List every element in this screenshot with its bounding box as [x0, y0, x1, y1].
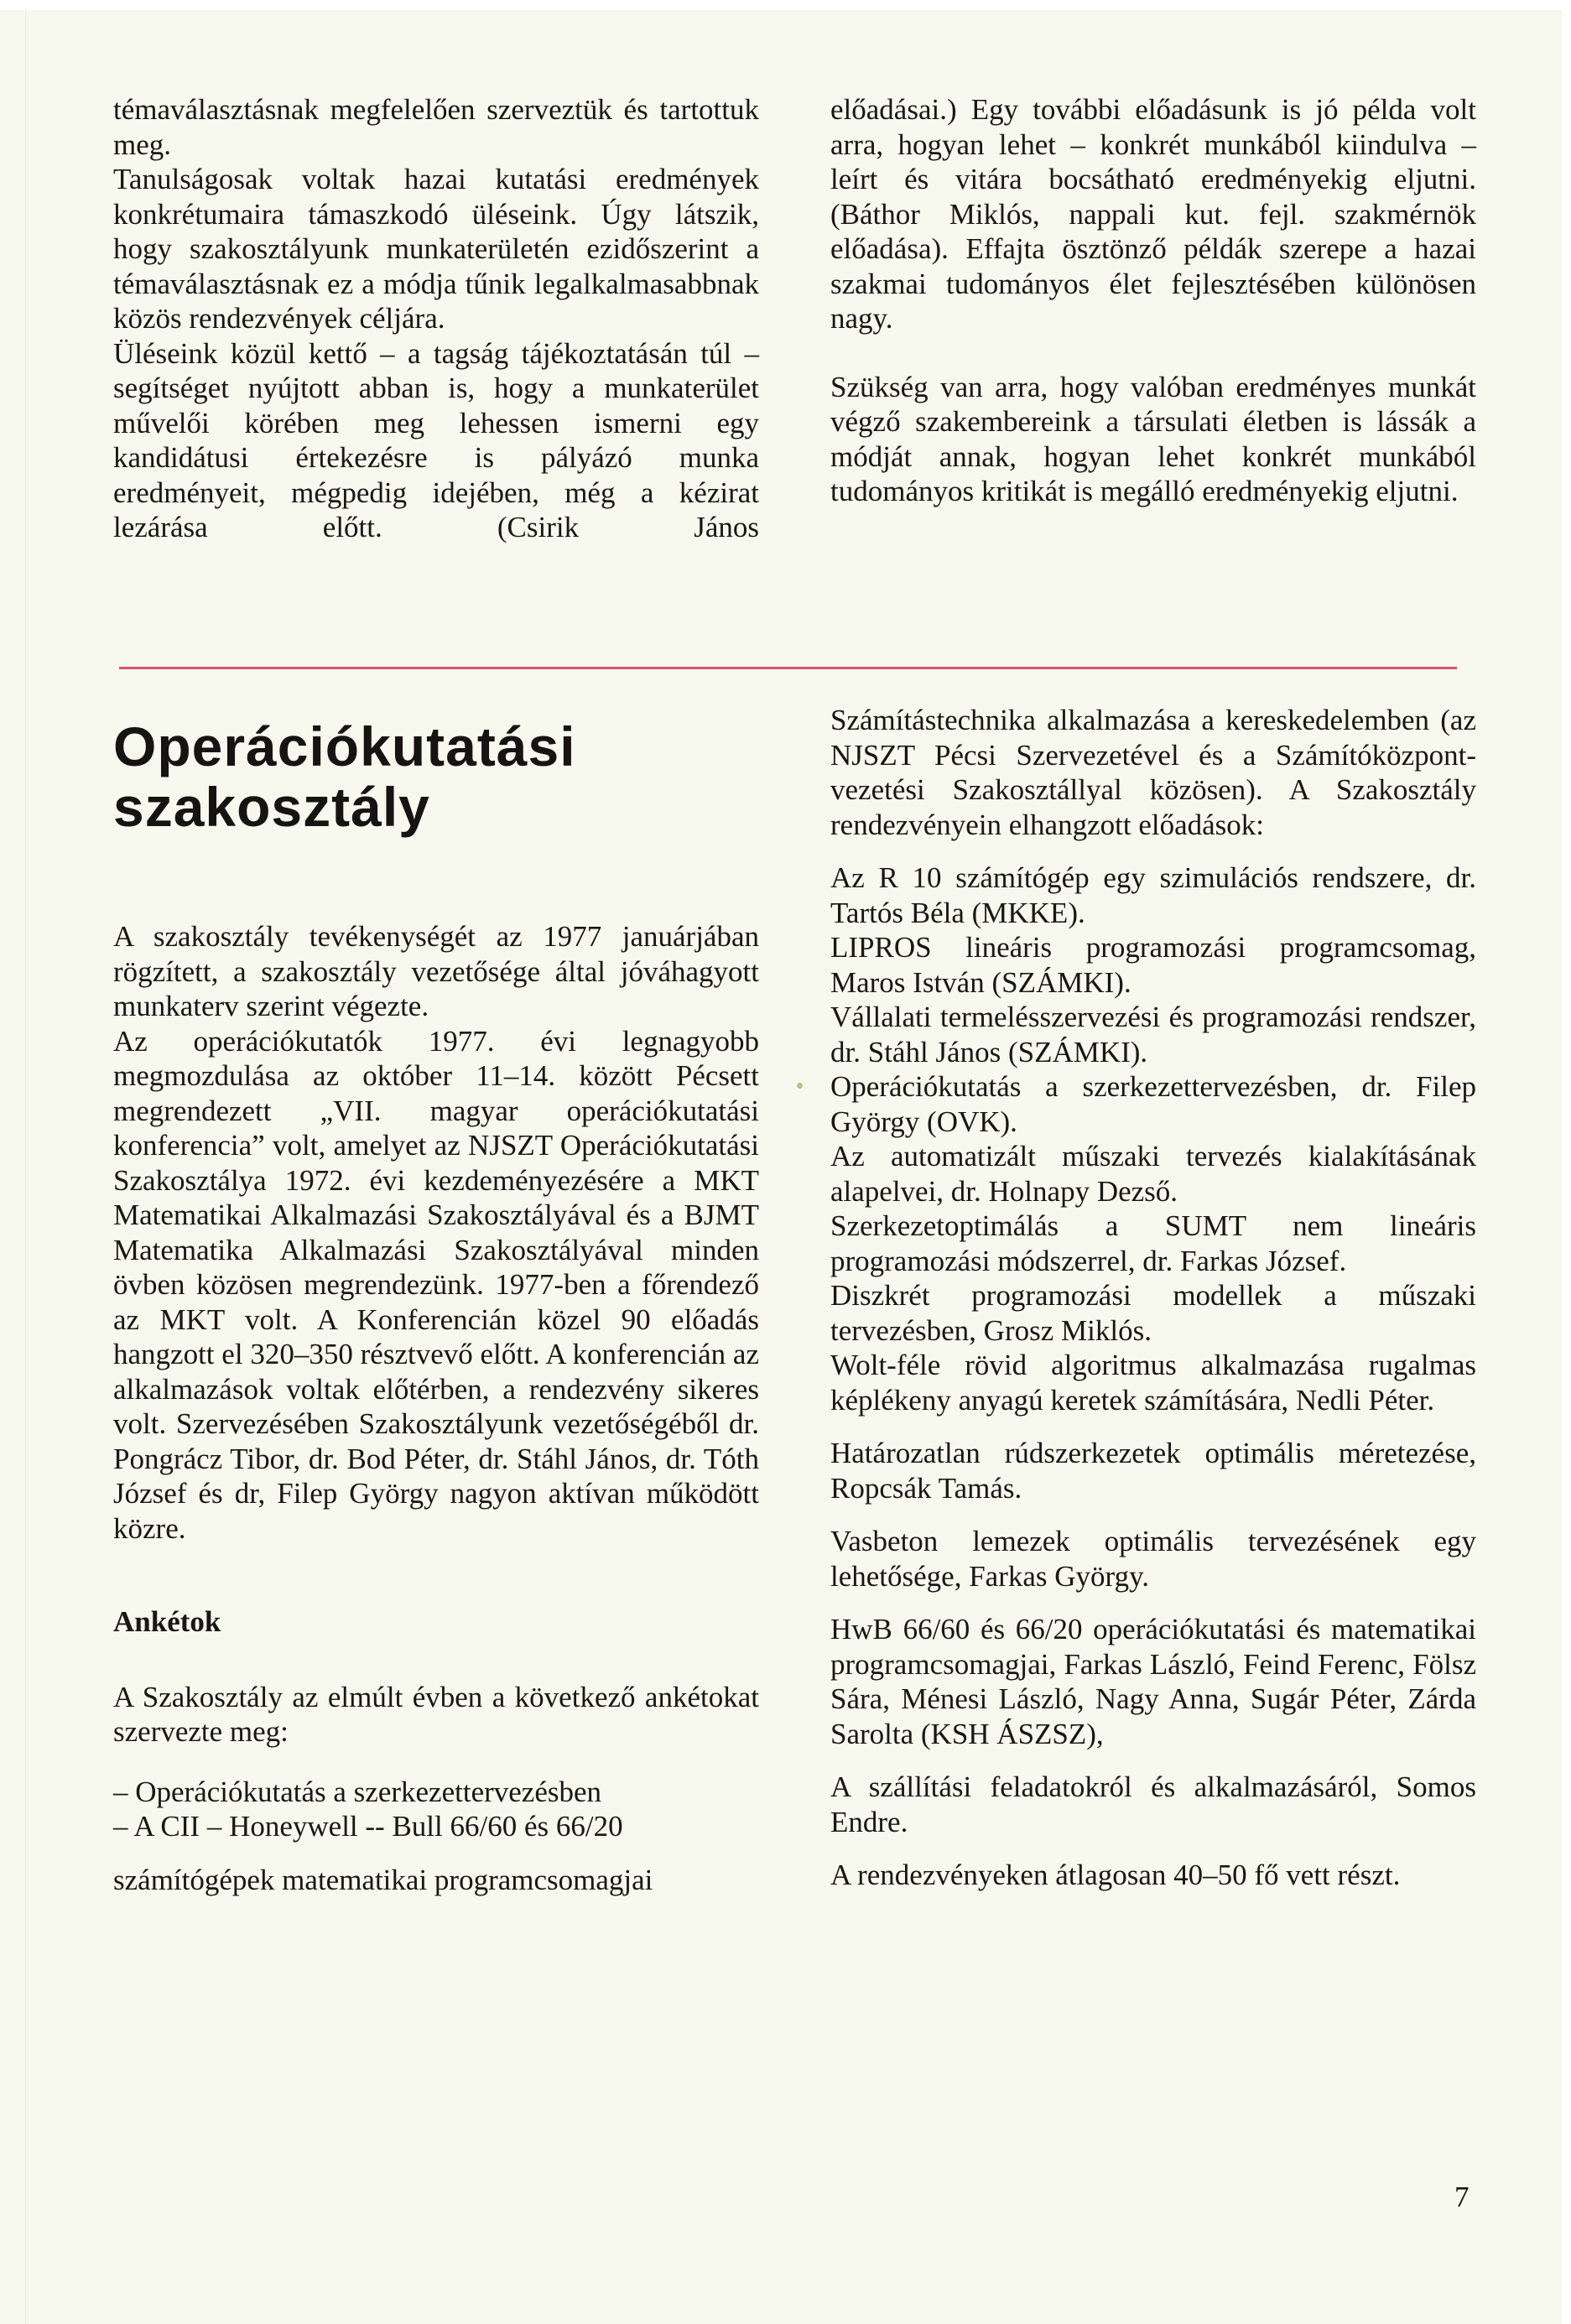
- scan-edge-line: [25, 10, 26, 2324]
- lecture-item: Wolt-féle rövid algoritmus alkalmazása rugalmas képlékeny anyagú keretek számítására, Nedli Péter.: [830, 1349, 1476, 1417]
- lecture-item: Operációkutatás a szerkezettervezésben, dr. Filep György (OVK).: [830, 1070, 1476, 1138]
- section-left-column: [113, 919, 759, 1897]
- anket-item: – Operációkutatás a szerkezettervezésben: [113, 1775, 602, 1808]
- section-right-column: [830, 703, 1476, 1893]
- paragraph: Szükség van arra, hogy valóban eredményes munkát végző szakembereink a társulati életben is lássák a módját annak, hogyan lehet konkrét munkából tudományos kritikát is megálló eredményekig eljutni.: [830, 370, 1476, 507]
- lecture-item: Határozatlan rúdszerkezetek optimális méretezése, Ropcsák Tamás.: [830, 1437, 1476, 1505]
- paragraph: Tanulságosak voltak hazai kutatási eredmények konkrétumaira támaszkodó üléseink. Úgy látszik, hogy szakosztályunk munkaterületén ezidőszerint a témaválasztásnak ez a módja tűnik legalkalmasabbnak közös rendezvények céljára.: [113, 163, 759, 335]
- top-right-column: [830, 92, 1476, 509]
- lecture-item: Az automatizált műszaki tervezés kialakításának alapelvei, dr. Holnapy Dezső.: [830, 1140, 1476, 1208]
- anket-item-continuation: számítógépek matematikai programcsomagjai: [113, 1863, 653, 1896]
- paragraph: témaválasztásnak megfelelően szerveztük és tartottuk meg.: [113, 93, 759, 161]
- print-speck: [797, 1083, 803, 1089]
- lecture-item: Diszkrét programozási modellek a műszaki tervezésben, Grosz Miklós.: [830, 1279, 1476, 1347]
- subheading-ankets: Ankétok: [113, 1605, 221, 1638]
- paragraph: Az operációkutatók 1977. évi legnagyobb megmozdulása az október 11–14. között Pécsett megrendezett „VII. magyar operációkutatási konferencia” volt, amelyet az NJSZT Operációkutatási Szakosztálya 1972. évi kezdeményezésére a MKT Matematikai Alkalmazási Szakosztályával és a BJMT Matematika Alkalmazási Szakosztályával minden övben közösen megrendezünk. 1977-ben a főrendező az MKT volt. A Konferencián közel 90 előadás hangzott el 320–350 résztvevő előtt. A konferencián az alkalmazások voltak előtérben, a rendezvény sikeres volt. Szervezésében Szakosztályunk vezetőségéből dr. Pongrácz Tibor, dr. Bod Péter, dr. Stáhl János, dr. Tóth József és dr, Filep György nagyon aktívan működött közre.: [113, 1024, 759, 1545]
- paragraph: Üléseink közül kettő – a tagság tájékoztatásán túl – segítséget nyújtott abban is, hogy a munkaterület művelői körében meg lehessen ismerni egy kandidátusi értekezésre is pályázó munka eredményeit, mégpedig idejében, még a kézirat lezárása előtt. (Csirik János: [113, 336, 759, 543]
- lecture-item: Szerkezetoptimálás a SUMT nem lineáris programozási módszerrel, dr. Farkas József.: [830, 1209, 1476, 1277]
- page-number: 7: [1454, 2181, 1470, 2213]
- document-page: [0, 10, 1562, 2324]
- lecture-item: Vasbeton lemezek optimális tervezésének egy lehetősége, Farkas György.: [830, 1525, 1476, 1593]
- section-title-line-1: Operációkutatási: [113, 715, 576, 777]
- top-left-column: [113, 92, 759, 545]
- section-title: [113, 716, 759, 837]
- intro-paragraph: Számítástechnika alkalmazása a kereskedelemben (az NJSZT Pécsi Szervezetével és a Számítóközpont-vezetési Szakosztállyal közösen). A Szakosztály rendezvényein elhangzott előadások:: [830, 704, 1476, 841]
- lecture-item: Vállalati termelésszervezési és programozási rendszer, dr. Stáhl János (SZÁMKI).: [830, 1001, 1476, 1068]
- paragraph: előadásai.) Egy további előadásunk is jó példa volt arra, hogyan lehet – konkrét munkából kiindulva – leírt és vitára bocsátható eredményekig eljutni. (Báthor Miklós, nappali kut. fejl. szakmérnök előadása). Effajta ösztönző példák szerepe a hazai szakmai tudományos élet fejlesztésében különösen nagy.: [830, 93, 1476, 335]
- lecture-item: HwB 66/60 és 66/20 operációkutatási és matematikai programcsomagjai, Farkas László, Feind Ferenc, Fölsz Sára, Ménesi László, Nagy Anna, Sugár Péter, Zárda Sarolta (KSH ÁSZSZ),: [830, 1613, 1476, 1750]
- anket-item: – A CII – Honeywell -- Bull 66/60 és 66/20: [113, 1810, 623, 1843]
- closing-paragraph: A rendezvényeken átlagosan 40–50 fő vett részt.: [830, 1859, 1401, 1891]
- lecture-item: Az R 10 számítógép egy szimulációs rendszere, dr. Tartós Béla (MKKE).: [830, 861, 1476, 929]
- ankets-intro: A Szakosztály az elmúlt évben a következő ankétokat szervezte meg:: [113, 1680, 759, 1748]
- lecture-item: LIPROS lineáris programozási programcsomag, Maros István (SZÁMKI).: [830, 931, 1476, 999]
- section-title-line-2: szakosztály: [113, 776, 430, 838]
- lecture-item: A szállítási feladatokról és alkalmazásáról, Somos Endre.: [830, 1770, 1476, 1838]
- section-divider: [119, 667, 1457, 669]
- paragraph: A szakosztály tevékenységét az 1977 januárjában rögzített, a szakosztály vezetősége által jóváhagyott munkaterv szerint végezte.: [113, 920, 759, 1022]
